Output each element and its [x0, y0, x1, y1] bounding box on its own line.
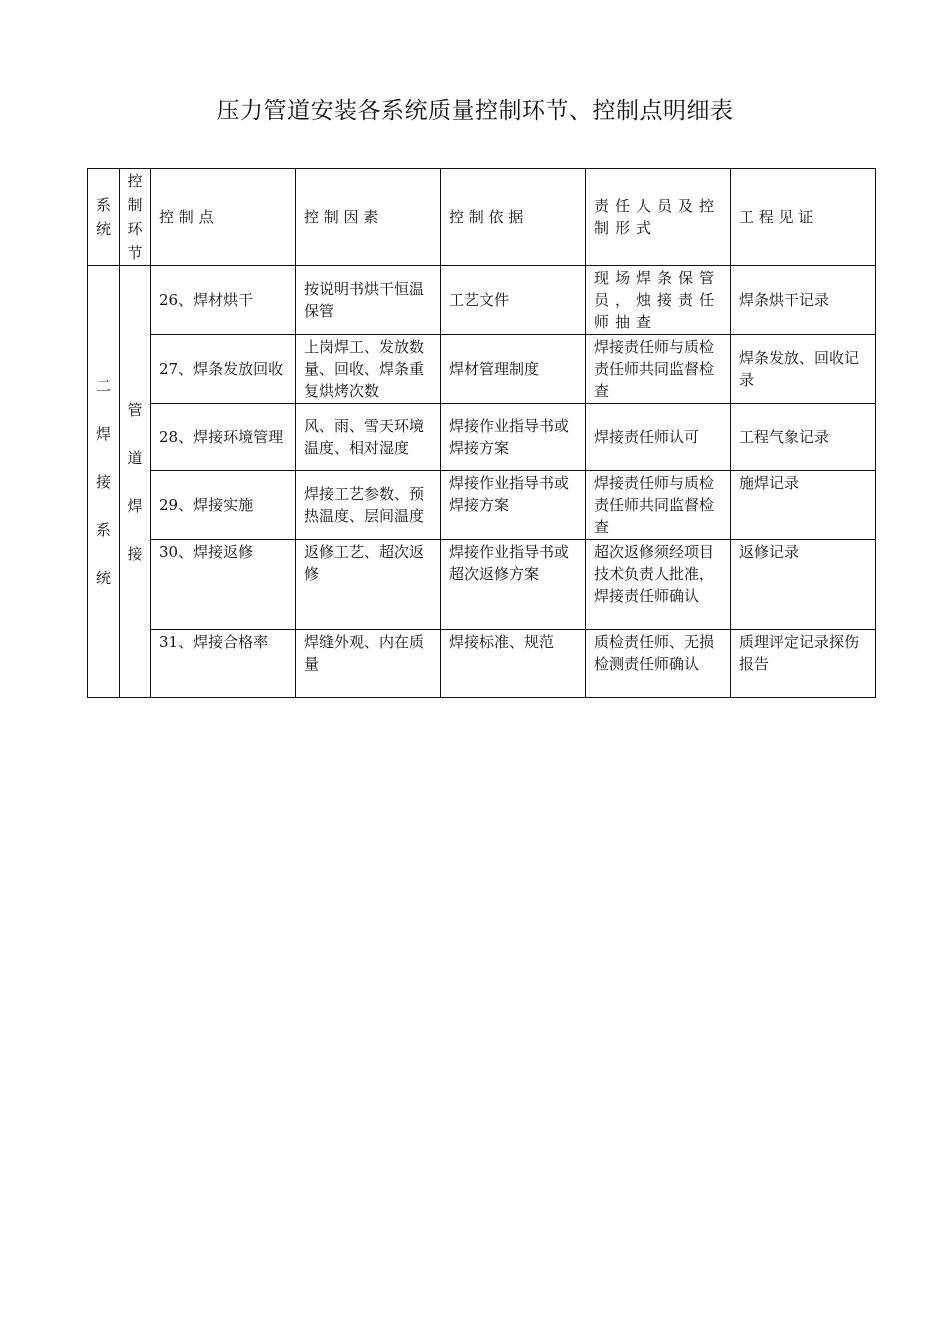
- control-point-cell: 26、焊材烘干: [151, 266, 296, 335]
- responsible-cell: 焊接责任师与质检责任师共同监督检查: [586, 335, 731, 404]
- header-control-factor: 控 制 因 素: [296, 169, 441, 266]
- responsible-cell: 现场焊条保管员，烛接责任师抽查: [586, 266, 731, 335]
- header-system: 系统: [88, 169, 120, 266]
- table-row: [88, 630, 876, 698]
- control-factor-cell: 风、雨、雪天环境温度、相对湿度: [296, 404, 441, 471]
- header-responsible: 责任人员及控制形式: [586, 169, 731, 266]
- evidence-cell: 施焊记录: [731, 471, 876, 540]
- control-basis-cell: 焊材管理制度: [441, 335, 586, 404]
- control-factor-cell: 按说明书烘干恒温保管: [296, 266, 441, 335]
- responsible-cell: 焊接责任师与质检责任师共同监督检查: [586, 471, 731, 540]
- header-control-point: 控 制 点: [151, 169, 296, 266]
- control-basis-cell: 焊接作业指导书或焊接方案: [441, 471, 586, 540]
- header-control-basis: 控 制 依 据: [441, 169, 586, 266]
- control-basis-cell: 焊接标准、规范: [441, 630, 586, 698]
- control-link-cell: 管道焊接: [120, 266, 151, 698]
- control-factor-cell: 焊缝外观、内在质量: [296, 630, 441, 698]
- control-point-cell: 29、焊接实施: [151, 471, 296, 540]
- evidence-cell: 质理评定记录探伤报告: [731, 630, 876, 698]
- table-row: [88, 471, 876, 540]
- header-evidence: 工 程 见 证: [731, 169, 876, 266]
- control-point-cell: 27、焊条发放回收: [151, 335, 296, 404]
- responsible-cell: 焊接责任师认可: [586, 404, 731, 471]
- page-title: 压力管道安装各系统质量控制环节、控制点明细表: [216, 98, 734, 124]
- control-point-cell: 30、焊接返修: [151, 540, 296, 630]
- table-row: [88, 266, 876, 335]
- evidence-cell: 返修记录: [731, 540, 876, 630]
- control-factor-cell: 上岗焊工、发放数量、回收、焊条重复烘烤次数: [296, 335, 441, 404]
- control-basis-cell: 焊接作业指导书或焊接方案: [441, 404, 586, 471]
- control-basis-cell: 焊接作业指导书或超次返修方案: [441, 540, 586, 630]
- table-row: [88, 404, 876, 471]
- control-point-cell: 28、焊接环境管理: [151, 404, 296, 471]
- evidence-cell: 焊条发放、回收记录: [731, 335, 876, 404]
- control-factor-cell: 返修工艺、超次返修: [296, 540, 441, 630]
- system-cell: 二焊接系统: [88, 266, 120, 698]
- table-row: [88, 540, 876, 630]
- header-control-link: 控制环节: [120, 169, 151, 266]
- responsible-cell: 质检责任师、无损检测责任师确认: [586, 630, 731, 698]
- evidence-cell: 工程气象记录: [731, 404, 876, 471]
- control-factor-cell: 焊接工艺参数、预热温度、层间温度: [296, 471, 441, 540]
- quality-control-table: [87, 168, 876, 698]
- control-basis-cell: 工艺文件: [441, 266, 586, 335]
- responsible-cell: 超次返修须经项目技术负责人批准，焊接责任师确认: [586, 540, 731, 630]
- control-point-cell: 31、焊接合格率: [151, 630, 296, 698]
- table-header-row: [88, 169, 876, 266]
- evidence-cell: 焊条烘干记录: [731, 266, 876, 335]
- table-row: [88, 335, 876, 404]
